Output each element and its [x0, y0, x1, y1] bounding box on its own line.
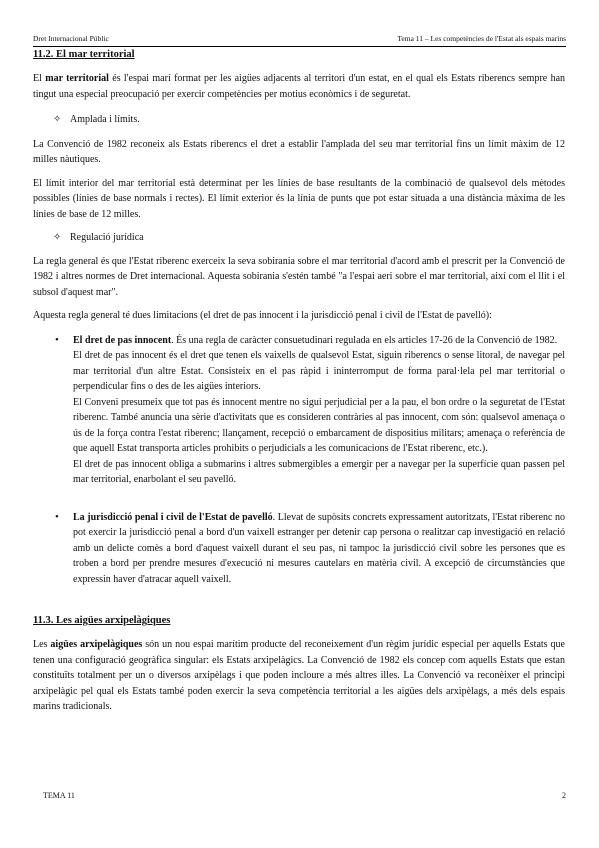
subheading-regulacio-label: Regulació jurídica: [70, 232, 144, 243]
aigues-arxipelagiques-term: aigües arxipelàgiques: [50, 639, 143, 650]
paragraph-aigues-arxipelagiques: Les aigües arxipelàgiques són un nou espai marítim producte del reconeixement d'un règim jurídic especial per aquells Estats que tenen una configuració geogràfica singular: els Estats arxipelàgics. La Convenció de 1982 els concep com aquells Estats que estan constituïts totalment per un o diversos arxipèlags i que poden incloure a més altres illes. La Convenció va reconèixer el principi arxipelàgic pel qual els Estats també poden exercir la seva competència territorial a les aigües dels arxipèlags, a més dels espais marins tradicionals.: [33, 639, 565, 712]
intro-pre: El: [33, 73, 46, 84]
section-heading-aigues-arxipelagiques: 11.3. Les aigües arxipelàgiques: [33, 615, 171, 626]
subheading-amplada-label: Amplada i límits.: [70, 114, 140, 125]
section-heading-mar-territorial: 11.2. El mar territorial: [33, 49, 135, 60]
bullet-pas-innocent-term: El dret de pas innocent: [73, 334, 172, 346]
paragraph-regla-general: La regla general és que l'Estat riberenc exerceix la seva sobirania sobre el mar territorial d'acord amb el prescrit per la Convenció de 1982 i altres normes de Dret internacional. Aquesta sobirania s'estén també "a l'espai aeri sobre el mar territorial, així com el llit i el subsol d'aquest mar".: [33, 255, 565, 298]
document-body: [33, 47, 565, 715]
bullet-pas-innocent-definition: El dret de pas innocent és el dret que tenen els vaixells de qualsevol Estat, siguin riberencs o sense litoral, de navegar pel mar territorial d'un altre Estat. Consisteix en el pas ràpid i ininterromput de forma paral·lela pel mar territorial o perpendicular fins o des de les aigües interiors.: [73, 350, 565, 392]
page-footer: [33, 790, 566, 802]
intro-term: mar territorial: [45, 73, 109, 84]
bullet-jurisdiccio: [33, 510, 565, 588]
intro-paragraph: [33, 71, 565, 102]
bullet-pas-innocent-submarines: El dret de pas innocent obliga a submarins i altres submergibles a emergir per a navegar per la superfície quan passen pel mar territorial, enarbolant el seu pavelló.: [73, 458, 565, 485]
bullet-jurisdiccio-term: La jurisdicció penal i civil de l'Estat de pavelló: [73, 511, 273, 523]
bullet-pas-innocent-presumption: El Conveni presumeix que tot pas és innocent mentre no sigui perjudicial per a la pau, el bon ordre o la seguretat de l'Estat riberenc. També anuncia una sèrie d'activitats que es consideren contràries al pas innocent, com són: qualsevol amenaça o ús de la força contra l'estat riberenc; llançament, recepció o embarcament de dispositius militars; amenaça o referència de que aquell Estat transporta articles prohibits o perjudicials a les comunicacions de l'Estat riberenc, etc.).: [73, 396, 565, 454]
diamond-bullet-icon: ✧: [53, 232, 62, 243]
bullet-pas-innocent: [33, 333, 565, 488]
page-number: 2: [562, 791, 566, 800]
round-bullet-icon: •: [55, 333, 59, 346]
header-course: Dret Internacional Públic: [33, 34, 109, 43]
diamond-bullet-icon: ✧: [53, 114, 62, 125]
subheading-amplada: [33, 112, 565, 128]
subheading-regulacio: [33, 230, 565, 246]
header-chapter: Tema 11 – Les competències de l'Estat als espais marins: [397, 34, 566, 43]
intro-text: és l'espai marí format per les aigües adjacents al territori d'un estat, en el qual els Estats riberencs sempre han tingut una especial preocupació per exercir competències per motius econòmics i de seguretat.: [33, 73, 566, 100]
page-header: [33, 33, 566, 47]
bullet-pas-innocent-line1: El dret de pas innocent. És una regla de caràcter consuetudinari regulada en els articles 17-26 de la Convenció de 1982.: [73, 334, 558, 346]
footer-topic: TEMA 11: [43, 791, 75, 800]
paragraph-limits: El límit interior del mar territorial està determinat per les línies de base resultants de la combinació de qualsevol dels mètodes possibles (línies de base normals i rectes). El límit exterior és la línia de punts que pot estar situada a una distància màxima de les línies de base de 12 milles.: [33, 177, 565, 220]
paragraph-amplada: La Convenció de 1982 reconeix als Estats riberencs el dret a establir l'amplada del seu mar territorial fins un límit màxim de 12 milles nàutiques.: [33, 138, 565, 165]
bullet-jurisdiccio-text: La jurisdicció penal i civil de l'Estat de pavelló. Llevat de supòsits concrets expressament autoritzats, l'Estat riberenc no pot exercir la jurisdicció penal a bord d'un vaixell estranger per detenir cap persona o realitzar cap investigació en relació amb un delicte comès a bord d'aquest vaixell durant el seu pas, ni tampoc la jurisdicció civil sobre les persones que es troben a bord per prendre mesures d'execució ni mesures cautelars en matèria civil. A excepció de circumstàncies que expressin haver d'atracar aquell vaixell.: [73, 511, 565, 585]
paragraph-limitacions: Aquesta regla general té dues limitacions (el dret de pas innocent i la jurisdicció penal i civil de l'Estat de pavelló):: [33, 310, 492, 321]
round-bullet-icon: •: [55, 510, 59, 523]
